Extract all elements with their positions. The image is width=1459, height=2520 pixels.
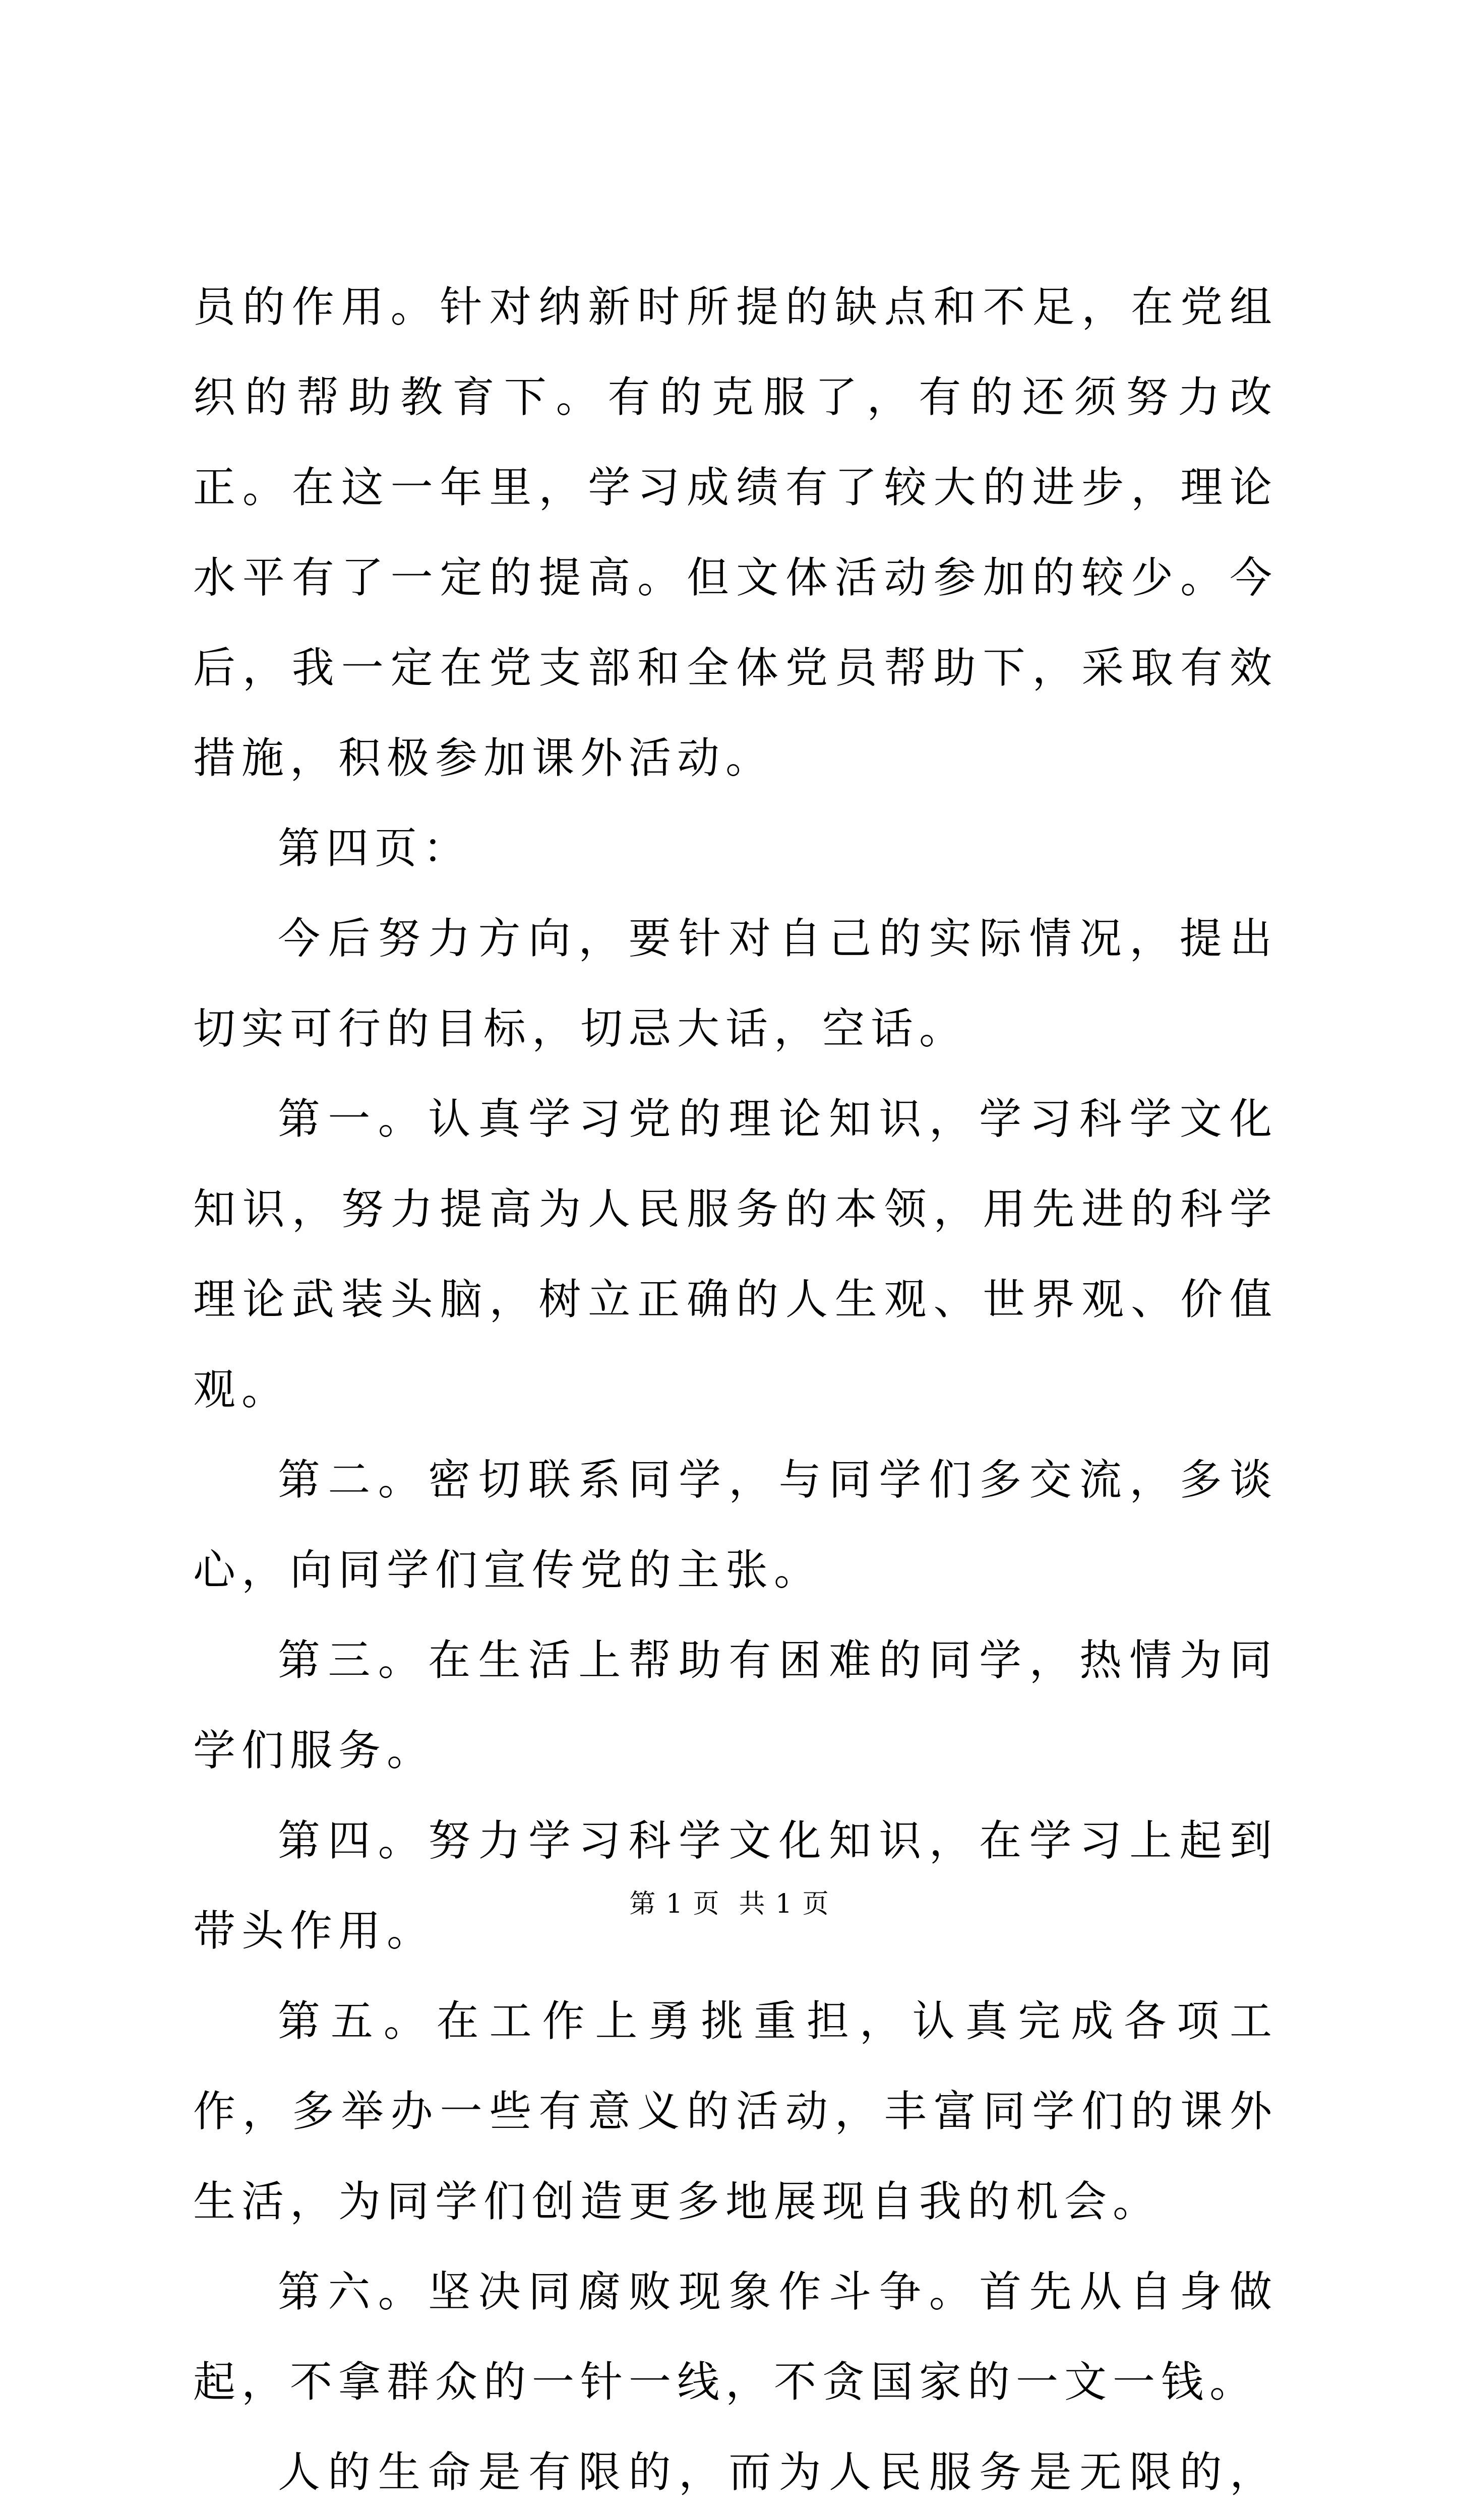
- paragraph-point-one: 第一。认真学习党的理论知识，学习科学文化知识，努力提高为人民服务的本领，用先进的科学理论武装头脑，树立正确的人生观、世界观、价值观。: [193, 1094, 1278, 1414]
- paragraph-point-five: 第五。在工作上勇挑重担，认真完成各项工作，多举办一些有意义的活动，丰富同学们的课外生活，为同学们创造更多地展现自我的机会。: [193, 1996, 1278, 2226]
- paragraph-page-four-heading: 第四页：: [278, 824, 472, 873]
- paragraph-continuation: 员的作用。针对纳新时所提的缺点和不足，在党组织的帮助教育下。有的克服了，有的还须努力改正。在这一年里，学习成绩有了较大的进步，理论水平有了一定的提高。但文体活动参加的较少。今后，我一定在党支部和全体党员帮助下，采取有效措施，积极参加课外活动。: [193, 282, 1278, 783]
- paragraph-point-six: 第六。坚决同腐败现象作斗争。首先从自身做起，不拿群众的一针一线，不贪国家的一文一钱。: [193, 2267, 1278, 2407]
- paragraph-point-three: 第三。在生活上帮助有困难的同学，热情为同学们服务。: [193, 1635, 1278, 1775]
- document-body: [193, 262, 1278, 2520]
- paragraph-closing: 人的生命是有限的，而为人民服务是无限的，: [278, 2447, 1278, 2497]
- page-footer: [0, 1884, 1459, 1924]
- paragraph-point-four: 第四。努力学习科学文化知识，在学习上起到带头作用。: [193, 1816, 1278, 1956]
- paragraph-future-direction: 今后努力方向，要针对自己的实际情况，提出切实可行的目标，切忌大话，空话。: [193, 914, 1278, 1053]
- page-number-label: 第 1 页 共 1 页: [629, 1889, 830, 1919]
- paragraph-point-two: 第二。密切联系同学，与同学们多交流，多谈心，向同学们宣传党的主张。: [193, 1455, 1278, 1595]
